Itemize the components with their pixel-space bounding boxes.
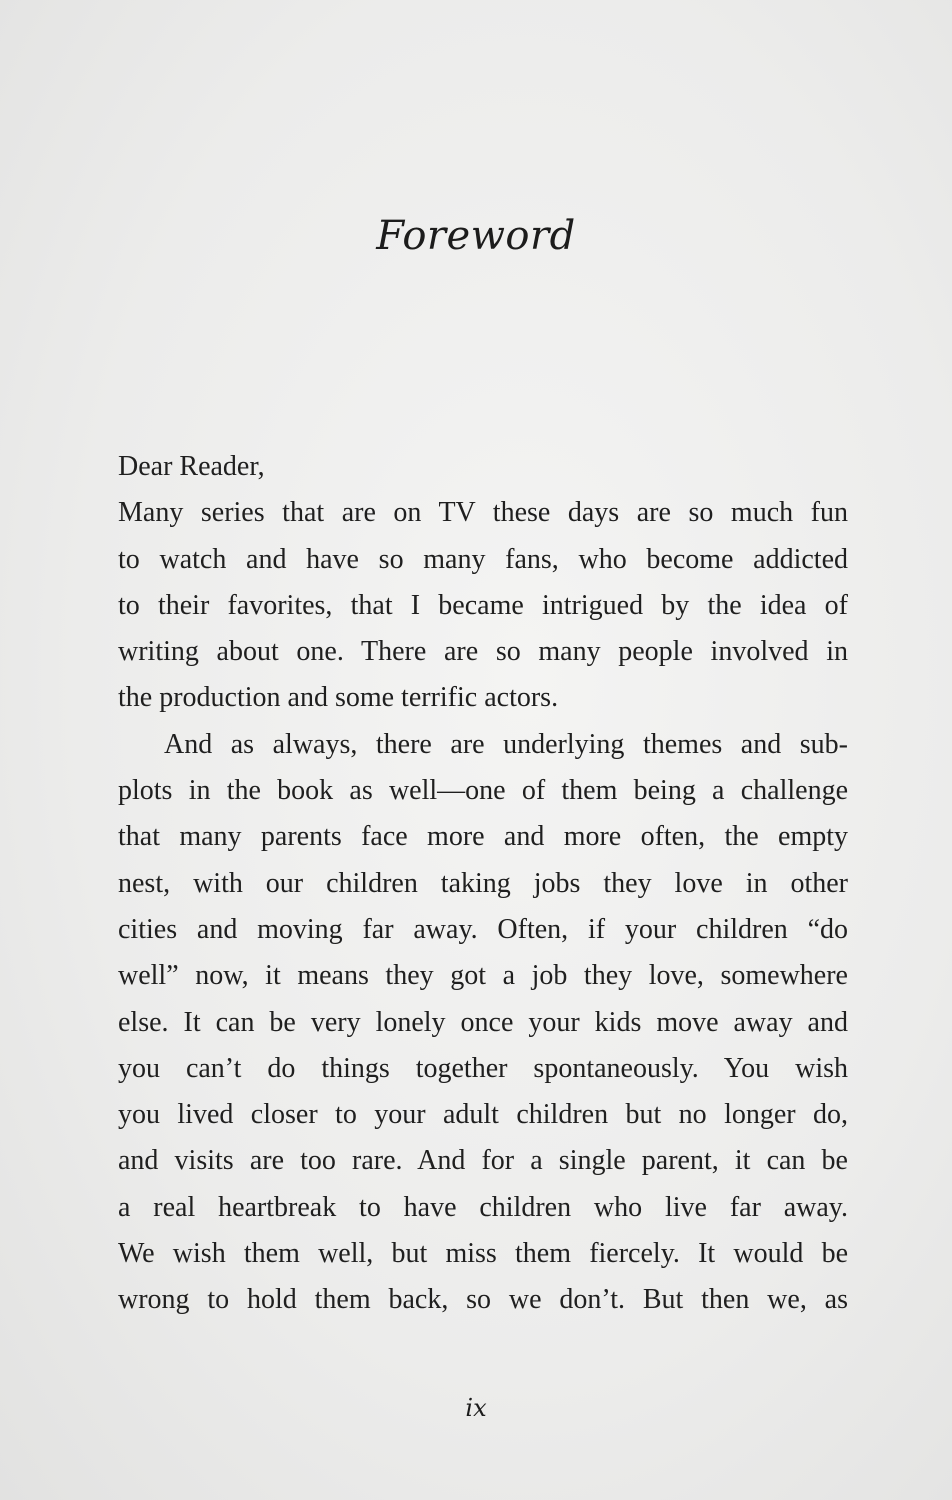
text-line: to their favorites, that I became intrigued by the idea of [118,589,848,621]
text-line: wrong to hold them back, so we don’t. But then we, as [118,1284,848,1316]
text-line: We wish them well, but miss them fiercely. It would be [118,1238,848,1270]
text-line: the production and some terrific actors. [118,682,559,714]
text-line: else. It can be very lonely once your kids move away and [118,1006,848,1038]
text-line: a real heartbreak to have children who live far away. [118,1191,848,1223]
text-line: writing about one. There are so many people involved in [118,636,848,668]
text-line: Many series that are on TV these days are so much fun [118,497,848,529]
text-line: that many parents face more and more often, the empty [118,821,848,853]
text-line: well” now, it means they got a job they love, somewhere [118,960,848,992]
text-line: and visits are too rare. And for a single parent, it can be [118,1145,848,1177]
page-number: ix [465,1394,487,1422]
text-line: nest, with our children taking jobs they love in other [118,867,848,899]
text-line: you lived closer to your adult children but no longer do, [118,1099,848,1131]
chapter-title: Foreword [376,213,576,259]
text-line: cities and moving far away. Often, if your children “do [118,913,848,945]
text-line: plots in the book as well—one of them being a challenge [118,775,848,807]
text-line: to watch and have so many fans, who become addicted [118,543,848,575]
text-line: And as always, there are underlying themes and sub- [164,728,848,760]
salutation: Dear Reader, [118,451,265,482]
text-line: you can’t do things together spontaneously. You wish [118,1052,848,1084]
body-text [118,444,848,1324]
